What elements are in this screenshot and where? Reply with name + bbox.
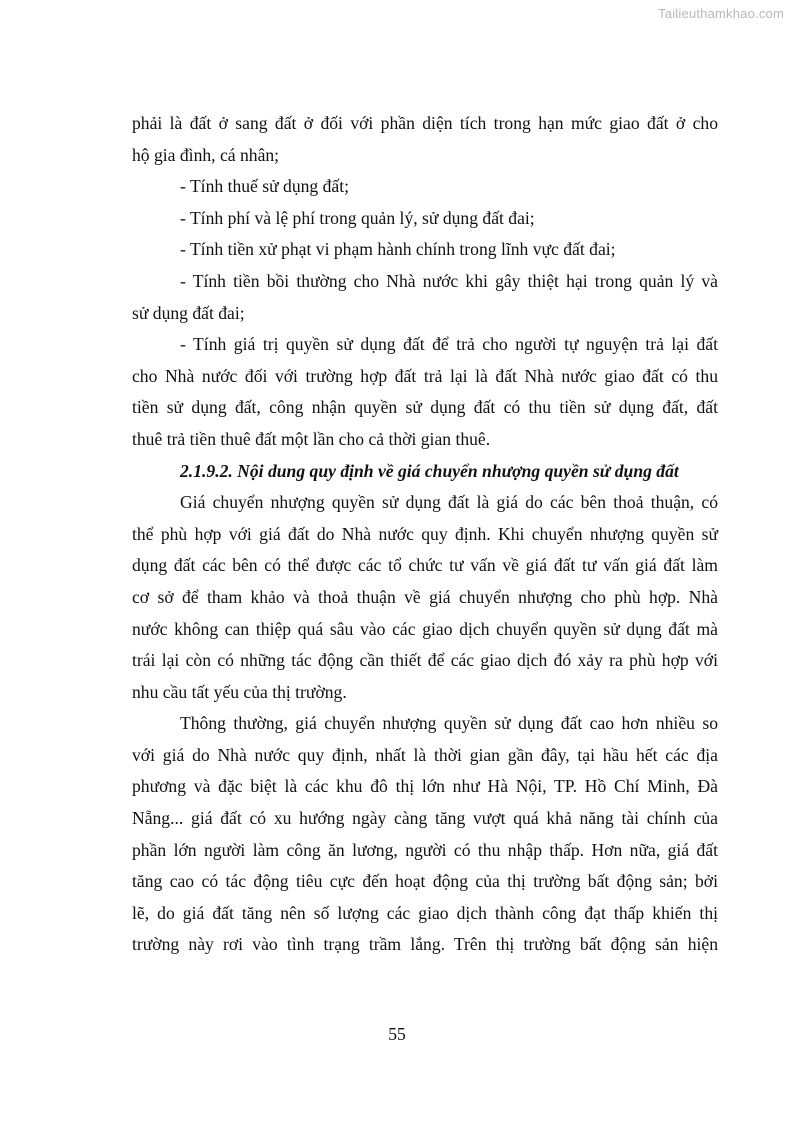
text-line: phải là đất ở sang đất ở đối với phần diện tích trong hạn mức giao đất ở cho [132,113,718,133]
text-line: Nẵng... giá đất có xu hướng ngày càng tăng vượt quá khả năng tài chính của [132,808,718,829]
text-line: trường này rơi vào tình trạng trầm lắng. Trên thị trường bất động sản hiện [132,934,718,955]
text-line: với giá do Nhà nước quy định, nhất là thời gian gần đây, tại hầu hết các địa [132,744,718,765]
paragraph-first-line: Giá chuyển nhượng quyền sử dụng đất là giá do các bên thoả thuận, có [180,492,718,513]
text-line: tiền sử dụng đất, công nhận quyền sử dụng đất có thu tiền sử dụng đất, đất [132,397,718,418]
text-line: phần lớn người làm công ăn lương, người có thu nhập thấp. Hơn nữa, giá đất [132,839,718,860]
list-item: - Tính giá trị quyền sử dụng đất để trả cho người tự nguyện trả lại đất [180,334,718,355]
document-body [132,108,718,961]
text-line: dụng đất các bên có thể được các tổ chức tư vấn về giá đất tư vấn giá đất làm [132,555,718,576]
text-line: sử dụng đất đai; [132,302,245,323]
section-heading: 2.1.9.2. Nội dung quy định về giá chuyển nhượng quyền sử dụng đất [180,460,679,481]
text-line: thể phù hợp với giá đất do Nhà nước quy định. Khi chuyển nhượng quyền sử [132,523,718,544]
text-line: tăng cao có tác động tiêu cực đến hoạt động của thị trường bất động sản; bởi [132,871,718,892]
page-number: 55 [388,1024,406,1044]
text-line: lẽ, do giá đất tăng nên số lượng các giao dịch thành công đạt thấp khiến thị [132,902,718,923]
text-line: nước không can thiệp quá sâu vào các giao dịch chuyển quyền sử dụng đất mà [132,618,718,639]
text-line: cho Nhà nước đối với trường hợp đất trả lại là đất Nhà nước giao đất có thu [132,365,718,386]
watermark: Tailieuthamkhao.com [658,6,784,21]
text-line: trái lại còn có những tác động cần thiết để các giao dịch đó xảy ra phù hợp với [132,650,718,671]
text-line: thuê trả tiền thuê đất một lần cho cả thời gian thuê. [132,428,491,449]
list-item: - Tính thuế sử dụng đất; [180,176,350,197]
list-item: - Tính tiền bồi thường cho Nhà nước khi gây thiệt hại trong quản lý và [180,270,718,291]
text-line: phương và đặc biệt là các khu đô thị lớn như Hà Nội, TP. Hồ Chí Minh, Đà [132,776,718,797]
text-line: nhu cầu tất yếu của thị trường. [132,681,347,702]
text-line: cơ sở để tham khảo và thoả thuận về giá chuyển nhượng cho phù hợp. Nhà [132,586,718,607]
list-item: - Tính phí và lệ phí trong quản lý, sử dụng đất đai; [180,207,535,228]
text-line: hộ gia đình, cá nhân; [132,144,280,165]
list-item: - Tính tiền xử phạt vi phạm hành chính trong lĩnh vực đất đai; [180,239,616,260]
paragraph-first-line: Thông thường, giá chuyển nhượng quyền sử dụng đất cao hơn nhiều so [180,713,718,734]
